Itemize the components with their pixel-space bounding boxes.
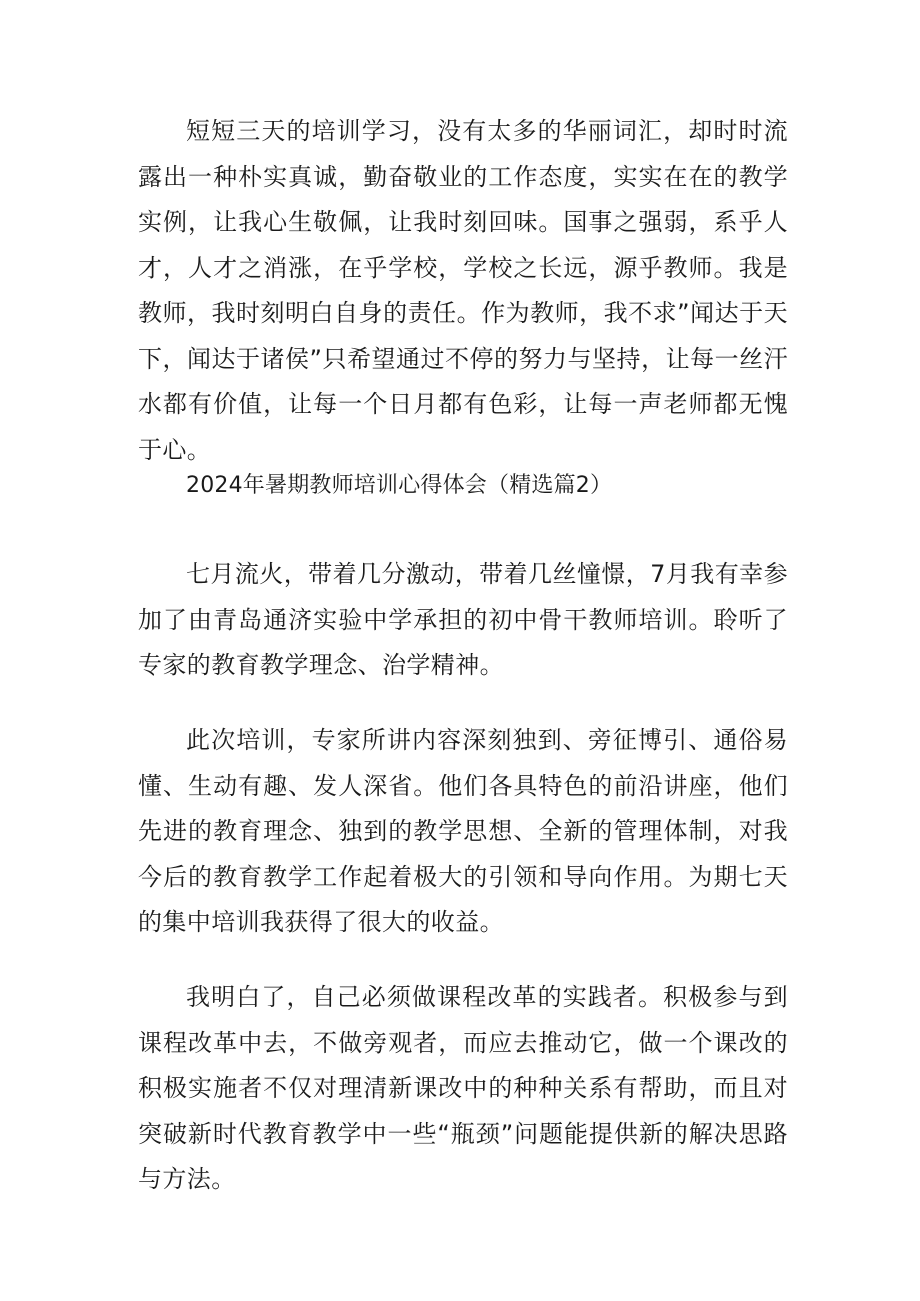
body-paragraph: 此次培训，专家所讲内容深刻独到、旁征博引、通俗易懂、生动有趣、发人深省。他们各具特色的前沿讲座，他们先进的教育理念、独到的教学思想、全新的管理体制，对我今后的教育教学工作起着极大的引领和导向作用。为期七天的集中培训我获得了很大的收益。	[138, 726, 788, 936]
body-paragraph: 我明白了，自己必须做课程改革的实践者。积极参与到课程改革中去，不做旁观者，而应去推动它，做一个课改的积极实施者不仅对理清新课改中的种种关系有帮助，而且对突破新时代教育教学中一些“瓶颈”问题能提供新的解决思路与方法。	[138, 983, 788, 1193]
section-title: 2024年暑期教师培训心得体会（精选篇2）	[186, 473, 613, 498]
body-paragraph: 短短三天的培训学习，没有太多的华丽词汇，却时时流露出一种朴实真诚，勤奋敬业的工作态度，实实在在的教学实例，让我心生敬佩，让我时刻回味。国事之强弱，系乎人才，人才之消涨，在乎学校，学校之长远，源乎教师。我是教师，我时刻明白自身的责任。作为教师，我不求”闻达于天下，闻达于诸侯”只希望通过不停的努力与坚持，让每一丝汗水都有价值，让每一个日月都有色彩，让每一声老师都无愧于心。	[138, 117, 788, 464]
body-paragraph: 七月流火，带着几分激动，带着几丝憧憬，7月我有幸参加了由青岛通济实验中学承担的初中骨干教师培训。聆听了专家的教育教学理念、治学精神。	[138, 560, 788, 679]
